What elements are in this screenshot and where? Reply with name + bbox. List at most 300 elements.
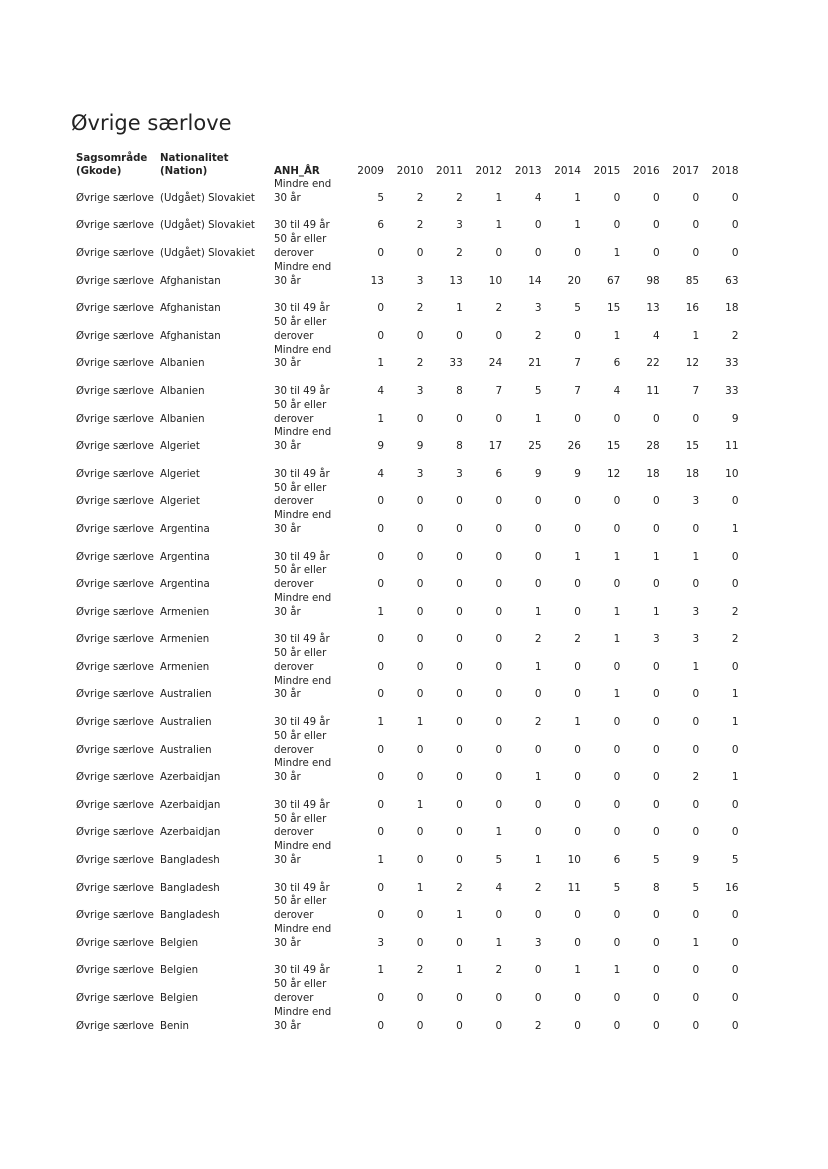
column-header-year: 2013 bbox=[514, 165, 542, 177]
cell-value: 0 bbox=[653, 992, 660, 1005]
cell-value: 1 bbox=[377, 412, 384, 425]
column-header-year: 2017 bbox=[672, 165, 700, 177]
cell-value: 0 bbox=[613, 771, 621, 784]
cell-value: 3 bbox=[456, 219, 463, 232]
cell-area: Øvrige særlove bbox=[76, 1020, 154, 1032]
cell-value: 6 bbox=[613, 854, 621, 867]
cell-value: 0 bbox=[692, 798, 700, 811]
cell-value: 0 bbox=[574, 246, 581, 259]
cell-value: 0 bbox=[416, 495, 424, 508]
cell-value: 0 bbox=[731, 495, 739, 508]
cell-value: 0 bbox=[613, 798, 621, 811]
column-header-area: Sagsområde (Gkode) bbox=[76, 153, 148, 177]
cell-value: 13 bbox=[646, 302, 660, 315]
cell-value: 1 bbox=[613, 329, 621, 342]
cell-value: 5 bbox=[653, 854, 660, 867]
cell-value: 4 bbox=[377, 384, 384, 397]
cell-value: 5 bbox=[495, 854, 503, 867]
cell-value: 0 bbox=[613, 936, 621, 949]
cell-nation: Armenien bbox=[160, 606, 210, 618]
table-body bbox=[76, 178, 739, 1033]
cell-value: 5 bbox=[613, 881, 621, 894]
cell-value: 0 bbox=[495, 771, 503, 784]
cell-value: 9 bbox=[731, 412, 739, 425]
cell-value: 0 bbox=[456, 716, 463, 729]
cell-value: 0 bbox=[456, 688, 463, 701]
cell-value: 0 bbox=[456, 771, 463, 784]
cell-value: 98 bbox=[646, 274, 660, 287]
cell-value: 11 bbox=[646, 384, 660, 397]
table-row bbox=[76, 785, 739, 813]
cell-value: 0 bbox=[574, 329, 581, 342]
cell-value: 0 bbox=[653, 771, 660, 784]
table-row bbox=[76, 620, 739, 648]
cell-value: 8 bbox=[456, 384, 463, 397]
cell-area: Øvrige særlove bbox=[76, 744, 154, 756]
cell-value: 7 bbox=[495, 384, 503, 397]
cell-value: 0 bbox=[377, 771, 384, 784]
cell-value: 0 bbox=[534, 522, 542, 535]
cell-value: 0 bbox=[495, 329, 503, 342]
cell-value: 0 bbox=[731, 743, 739, 756]
cell-value: 1 bbox=[653, 605, 660, 618]
cell-value: 2 bbox=[456, 881, 463, 894]
table-row bbox=[76, 730, 739, 758]
table-row bbox=[76, 978, 739, 1006]
cell-value: 18 bbox=[685, 467, 700, 480]
cell-value: 1 bbox=[416, 716, 424, 729]
cell-value: 0 bbox=[377, 550, 384, 563]
cell-nation: Argentina bbox=[160, 551, 210, 563]
cell-value: 0 bbox=[495, 412, 503, 425]
cell-area: Øvrige særlove bbox=[76, 855, 154, 867]
cell-value: 1 bbox=[456, 302, 463, 315]
cell-value: 1 bbox=[495, 219, 503, 232]
cell-age: Mindre end 30 år bbox=[274, 344, 332, 370]
cell-value: 1 bbox=[416, 881, 424, 894]
cell-value: 0 bbox=[534, 688, 542, 701]
cell-value: 2 bbox=[692, 771, 700, 784]
cell-value: 0 bbox=[377, 909, 384, 922]
cell-value: 5 bbox=[731, 854, 739, 867]
cell-value: 33 bbox=[725, 384, 739, 397]
cell-value: 11 bbox=[567, 881, 581, 894]
cell-area: Øvrige særlove bbox=[76, 634, 154, 646]
cell-value: 0 bbox=[653, 1019, 660, 1032]
cell-value: 10 bbox=[488, 274, 503, 287]
cell-area: Øvrige særlove bbox=[76, 551, 154, 563]
cell-value: 0 bbox=[574, 522, 581, 535]
cell-value: 2 bbox=[456, 191, 463, 204]
cell-nation: Argentina bbox=[160, 579, 210, 591]
table-row bbox=[76, 813, 739, 841]
cell-value: 0 bbox=[495, 578, 503, 591]
table-row bbox=[76, 288, 739, 316]
cell-area: Øvrige særlove bbox=[76, 772, 154, 784]
cell-value: 0 bbox=[731, 219, 739, 232]
cell-value: 0 bbox=[653, 578, 660, 591]
cell-value: 0 bbox=[731, 992, 739, 1005]
cell-value: 1 bbox=[495, 936, 503, 949]
cell-value: 0 bbox=[456, 936, 463, 949]
cell-value: 4 bbox=[495, 881, 503, 894]
cell-nation: Benin bbox=[160, 1020, 190, 1032]
cell-age: Mindre end 30 år bbox=[274, 1006, 332, 1032]
cell-age: 30 til 49 år bbox=[274, 220, 330, 232]
cell-value: 0 bbox=[731, 578, 739, 591]
cell-value: 0 bbox=[574, 909, 581, 922]
cell-value: 0 bbox=[495, 522, 503, 535]
cell-value: 0 bbox=[653, 191, 660, 204]
cell-nation: Afghanistan bbox=[160, 330, 221, 342]
cell-value: 0 bbox=[574, 1019, 581, 1032]
cell-value: 0 bbox=[456, 743, 463, 756]
cell-value: 0 bbox=[574, 992, 581, 1005]
cell-value: 0 bbox=[613, 660, 621, 673]
cell-value: 0 bbox=[416, 688, 424, 701]
cell-age: 30 til 49 år bbox=[274, 551, 330, 563]
cell-age: 30 til 49 år bbox=[274, 965, 330, 977]
cell-nation: (Udgået) Slovakiet bbox=[160, 192, 255, 204]
cell-value: 33 bbox=[725, 357, 739, 370]
cell-value: 0 bbox=[495, 660, 503, 673]
cell-value: 0 bbox=[692, 992, 700, 1005]
cell-age: Mindre end 30 år bbox=[274, 427, 332, 453]
cell-value: 2 bbox=[495, 302, 503, 315]
cell-value: 2 bbox=[416, 964, 424, 977]
cell-value: 0 bbox=[731, 246, 739, 259]
cell-value: 3 bbox=[534, 936, 542, 949]
column-header-year: 2015 bbox=[593, 165, 621, 177]
cell-value: 7 bbox=[692, 384, 700, 397]
cell-value: 0 bbox=[495, 992, 503, 1005]
table-row bbox=[76, 647, 739, 675]
cell-value: 10 bbox=[725, 467, 739, 480]
cell-value: 3 bbox=[653, 633, 660, 646]
cell-value: 0 bbox=[574, 605, 581, 618]
cell-value: 0 bbox=[495, 1019, 503, 1032]
cell-age: 50 år eller derover bbox=[274, 316, 327, 342]
cell-value: 3 bbox=[416, 274, 424, 287]
cell-age: 50 år eller derover bbox=[274, 648, 327, 673]
cell-value: 0 bbox=[534, 219, 542, 232]
cell-nation: Bangladesh bbox=[160, 910, 220, 922]
cell-value: 0 bbox=[456, 329, 463, 342]
cell-value: 0 bbox=[731, 826, 739, 839]
cell-value: 0 bbox=[377, 578, 384, 591]
cell-area: Øvrige særlove bbox=[76, 523, 154, 535]
cell-value: 67 bbox=[606, 274, 621, 287]
cell-nation: Australien bbox=[160, 689, 212, 701]
cell-area: Øvrige særlove bbox=[76, 247, 154, 259]
table-row bbox=[76, 537, 739, 565]
table-row bbox=[76, 482, 739, 510]
cell-age: Mindre end 30 år bbox=[274, 592, 332, 618]
cell-value: 0 bbox=[416, 633, 424, 646]
cell-area: Øvrige særlove bbox=[76, 993, 154, 1005]
cell-nation: Algeriet bbox=[160, 441, 200, 453]
table-row bbox=[76, 399, 739, 427]
cell-value: 18 bbox=[725, 302, 739, 315]
cell-area: Øvrige særlove bbox=[76, 606, 154, 618]
cell-value: 16 bbox=[685, 302, 700, 315]
cell-area: Øvrige særlove bbox=[76, 192, 154, 204]
cell-value: 0 bbox=[653, 826, 660, 839]
cell-value: 2 bbox=[731, 633, 739, 646]
cell-age: Mindre end 30 år bbox=[274, 841, 332, 867]
cell-value: 0 bbox=[456, 495, 463, 508]
cell-area: Øvrige særlove bbox=[76, 441, 154, 453]
cell-value: 0 bbox=[495, 550, 503, 563]
cell-value: 1 bbox=[377, 854, 384, 867]
cell-value: 0 bbox=[731, 936, 739, 949]
cell-area: Øvrige særlove bbox=[76, 689, 154, 701]
cell-nation: Afghanistan bbox=[160, 303, 221, 315]
cell-value: 0 bbox=[456, 1019, 463, 1032]
cell-value: 1 bbox=[495, 191, 503, 204]
cell-value: 0 bbox=[692, 1019, 700, 1032]
table-row bbox=[76, 233, 739, 261]
cell-value: 0 bbox=[653, 964, 660, 977]
cell-value: 25 bbox=[528, 440, 542, 453]
cell-value: 2 bbox=[456, 246, 463, 259]
table-row bbox=[76, 951, 739, 979]
table-row bbox=[76, 178, 739, 206]
cell-value: 0 bbox=[416, 660, 424, 673]
cell-value: 1 bbox=[692, 660, 700, 673]
header-row bbox=[76, 152, 739, 178]
cell-age: Mindre end 30 år bbox=[274, 179, 332, 204]
cell-area: Øvrige særlove bbox=[76, 220, 154, 232]
cell-age: 50 år eller derover bbox=[274, 234, 327, 259]
cell-area: Øvrige særlove bbox=[76, 579, 154, 591]
cell-nation: (Udgået) Slovakiet bbox=[160, 220, 255, 232]
cell-area: Øvrige særlove bbox=[76, 330, 154, 342]
cell-value: 7 bbox=[574, 384, 581, 397]
cell-value: 0 bbox=[574, 660, 581, 673]
cell-value: 5 bbox=[574, 302, 581, 315]
cell-value: 6 bbox=[613, 357, 621, 370]
cell-value: 1 bbox=[731, 688, 739, 701]
cell-nation: Armenien bbox=[160, 634, 210, 646]
cell-area: Øvrige særlove bbox=[76, 965, 154, 977]
cell-value: 3 bbox=[416, 467, 424, 480]
cell-value: 0 bbox=[534, 992, 542, 1005]
cell-area: Øvrige særlove bbox=[76, 303, 154, 315]
cell-value: 0 bbox=[731, 1019, 739, 1032]
cell-value: 2 bbox=[534, 716, 542, 729]
cell-value: 0 bbox=[574, 771, 581, 784]
cell-value: 9 bbox=[574, 467, 581, 480]
cell-value: 28 bbox=[646, 440, 660, 453]
cell-age: Mindre end 30 år bbox=[274, 758, 332, 784]
cell-value: 0 bbox=[731, 191, 739, 204]
cell-value: 0 bbox=[653, 798, 660, 811]
cell-age: 30 til 49 år bbox=[274, 799, 330, 811]
cell-value: 3 bbox=[692, 633, 700, 646]
cell-value: 1 bbox=[731, 771, 739, 784]
cell-value: 0 bbox=[692, 412, 700, 425]
cell-value: 0 bbox=[456, 660, 463, 673]
cell-value: 0 bbox=[613, 992, 621, 1005]
cell-value: 2 bbox=[416, 219, 424, 232]
cell-value: 0 bbox=[731, 660, 739, 673]
cell-value: 0 bbox=[377, 992, 384, 1005]
cell-value: 18 bbox=[646, 467, 660, 480]
cell-value: 0 bbox=[731, 964, 739, 977]
cell-value: 8 bbox=[653, 881, 660, 894]
cell-value: 3 bbox=[416, 384, 424, 397]
cell-value: 85 bbox=[685, 274, 700, 287]
cell-area: Øvrige særlove bbox=[76, 799, 154, 811]
statistics-table bbox=[76, 152, 739, 1033]
cell-value: 63 bbox=[725, 274, 739, 287]
cell-value: 0 bbox=[613, 219, 621, 232]
cell-value: 1 bbox=[613, 246, 621, 259]
cell-value: 0 bbox=[653, 495, 660, 508]
cell-value: 1 bbox=[574, 550, 581, 563]
cell-value: 0 bbox=[456, 826, 463, 839]
cell-value: 1 bbox=[731, 716, 739, 729]
cell-area: Øvrige særlove bbox=[76, 496, 154, 508]
cell-value: 0 bbox=[653, 412, 660, 425]
table-row bbox=[76, 675, 739, 703]
cell-value: 0 bbox=[574, 578, 581, 591]
cell-value: 13 bbox=[370, 274, 384, 287]
cell-value: 5 bbox=[534, 384, 542, 397]
cell-value: 5 bbox=[377, 191, 384, 204]
cell-nation: Afghanistan bbox=[160, 275, 221, 287]
cell-value: 0 bbox=[495, 909, 503, 922]
cell-value: 0 bbox=[416, 246, 424, 259]
column-header-nation: Nationalitet (Nation) bbox=[160, 153, 229, 177]
cell-value: 0 bbox=[495, 246, 503, 259]
cell-value: 5 bbox=[692, 881, 700, 894]
cell-value: 0 bbox=[456, 578, 463, 591]
cell-value: 1 bbox=[574, 219, 581, 232]
table-row bbox=[76, 316, 739, 344]
table-row bbox=[76, 426, 739, 454]
cell-age: Mindre end 30 år bbox=[274, 261, 332, 287]
cell-area: Øvrige særlove bbox=[76, 385, 154, 397]
cell-nation: Algeriet bbox=[160, 496, 200, 508]
cell-value: 0 bbox=[534, 495, 542, 508]
table-row bbox=[76, 454, 739, 482]
cell-value: 0 bbox=[534, 964, 542, 977]
cell-age: Mindre end 30 år bbox=[274, 675, 332, 701]
cell-value: 4 bbox=[534, 191, 542, 204]
cell-value: 0 bbox=[456, 550, 463, 563]
cell-age: 50 år eller derover bbox=[274, 730, 327, 756]
cell-value: 26 bbox=[567, 440, 581, 453]
cell-value: 0 bbox=[416, 743, 424, 756]
cell-value: 0 bbox=[377, 246, 384, 259]
cell-nation: Bangladesh bbox=[160, 882, 220, 894]
cell-value: 0 bbox=[377, 743, 384, 756]
cell-value: 1 bbox=[574, 191, 581, 204]
table-row bbox=[76, 509, 739, 537]
table-row bbox=[76, 1006, 739, 1034]
cell-value: 0 bbox=[377, 881, 384, 894]
cell-value: 0 bbox=[613, 522, 621, 535]
cell-value: 0 bbox=[377, 826, 384, 839]
cell-value: 0 bbox=[574, 412, 581, 425]
cell-age: 50 år eller derover bbox=[274, 979, 327, 1005]
cell-value: 22 bbox=[646, 357, 660, 370]
cell-value: 0 bbox=[377, 302, 384, 315]
cell-value: 6 bbox=[495, 467, 503, 480]
cell-value: 2 bbox=[495, 964, 503, 977]
cell-value: 0 bbox=[692, 246, 700, 259]
cell-value: 0 bbox=[692, 964, 700, 977]
cell-value: 9 bbox=[534, 467, 542, 480]
cell-value: 0 bbox=[456, 522, 463, 535]
cell-value: 0 bbox=[377, 660, 384, 673]
cell-nation: Azerbaidjan bbox=[160, 827, 221, 839]
cell-value: 0 bbox=[416, 992, 424, 1005]
cell-value: 0 bbox=[456, 798, 463, 811]
cell-value: 0 bbox=[377, 1019, 384, 1032]
cell-value: 0 bbox=[613, 716, 621, 729]
cell-value: 0 bbox=[416, 1019, 424, 1032]
cell-value: 0 bbox=[534, 826, 542, 839]
cell-value: 3 bbox=[534, 302, 542, 315]
cell-nation: Algeriet bbox=[160, 468, 200, 480]
cell-age: 30 til 49 år bbox=[274, 303, 330, 315]
cell-value: 0 bbox=[495, 688, 503, 701]
table-row bbox=[76, 206, 739, 234]
cell-value: 0 bbox=[731, 909, 739, 922]
cell-value: 0 bbox=[613, 412, 621, 425]
cell-value: 0 bbox=[613, 909, 621, 922]
cell-value: 2 bbox=[534, 881, 542, 894]
cell-area: Øvrige særlove bbox=[76, 661, 154, 673]
cell-value: 0 bbox=[534, 578, 542, 591]
cell-value: 0 bbox=[653, 688, 660, 701]
cell-value: 0 bbox=[574, 826, 581, 839]
cell-value: 3 bbox=[692, 605, 700, 618]
table-row bbox=[76, 261, 739, 289]
cell-value: 9 bbox=[692, 854, 700, 867]
cell-value: 24 bbox=[488, 357, 503, 370]
cell-value: 0 bbox=[456, 633, 463, 646]
cell-value: 0 bbox=[692, 826, 700, 839]
cell-value: 2 bbox=[416, 357, 424, 370]
cell-nation: Armenien bbox=[160, 661, 210, 673]
cell-value: 1 bbox=[377, 964, 384, 977]
cell-nation: Belgien bbox=[160, 993, 199, 1005]
cell-value: 0 bbox=[416, 605, 424, 618]
cell-value: 0 bbox=[534, 909, 542, 922]
cell-value: 1 bbox=[653, 550, 660, 563]
cell-value: 12 bbox=[685, 357, 700, 370]
cell-value: 0 bbox=[692, 743, 700, 756]
cell-area: Øvrige særlove bbox=[76, 413, 154, 425]
cell-value: 1 bbox=[416, 798, 424, 811]
table-row bbox=[76, 923, 739, 951]
cell-value: 16 bbox=[725, 881, 739, 894]
cell-value: 1 bbox=[534, 854, 542, 867]
cell-age: 30 til 49 år bbox=[274, 468, 330, 480]
cell-value: 0 bbox=[692, 191, 700, 204]
cell-value: 1 bbox=[613, 688, 621, 701]
cell-value: 17 bbox=[488, 440, 503, 453]
cell-nation: Azerbaidjan bbox=[160, 799, 221, 811]
cell-value: 6 bbox=[377, 219, 384, 232]
cell-value: 0 bbox=[534, 798, 542, 811]
cell-value: 3 bbox=[456, 467, 463, 480]
cell-value: 9 bbox=[377, 440, 384, 453]
